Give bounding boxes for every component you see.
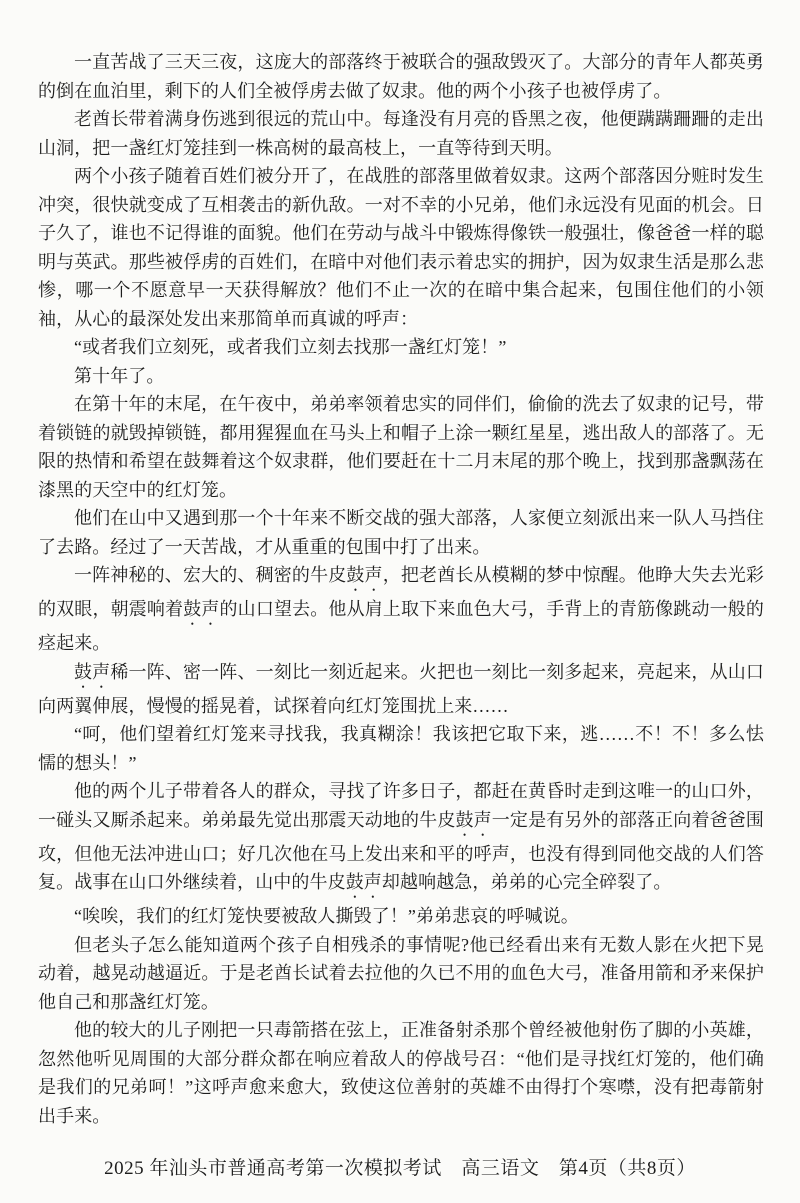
text-run: 却越响越急，弟弟的心完全碎裂了。 xyxy=(381,872,672,892)
text-run: 第十年了。 xyxy=(74,365,165,386)
page-footer: 2025 年汕头市普通高考第一次模拟考试 高三语文 第4页（共8页） xyxy=(104,1158,696,1179)
text-run: 一定是有另外的部落正向着爸爸围攻，但他无法冲进山口；好几次他在马上发出来和平的呼声，也没有得到同他交战的人们答复。战事在山口外继续着，山中的牛皮 xyxy=(38,809,764,892)
text-run: “或者我们立刻死，或者我们立刻去找那一盏红灯笼！” xyxy=(74,337,507,357)
paragraph xyxy=(38,1016,764,1130)
emphasized-text: 鼓声 xyxy=(345,872,382,892)
paragraph xyxy=(38,162,764,333)
text-run: 两个小孩子随着百姓们被分开了，在战胜的部落里做着奴隶。这两个部落因分赃时发生冲突，很快就变成了互相袭击的新仇敌。一对不幸的小兄弟，他们永远没有见面的机会。日子久了，谁也不记得谁的面貌。他们在劳动与战斗中锻炼得像铁一般强壮，像爸爸一样的聪明与英武。那些被俘虏的百姓们，在暗中对他们表示着忠实的拥护，因为奴隶生活是那么悲惨，哪一个不愿意早一天获得解放？他们不止一次的在暗中集合起来，包围住他们的小领袖，从心的最深处发出来那简单而真诚的呼声： xyxy=(38,166,764,329)
text-run: 但老头子怎么能知道两个孩子自相残杀的事情呢?他已经看出来有无数人影在火把下晃动着，越晃动越逼近。于是老酋长试着去拉他的久已不用的血色大弓，准备用箭和矛来保护他自己和那盏红灯笼。 xyxy=(38,934,764,1012)
paragraph xyxy=(38,48,764,105)
text-run: 一直苦战了三天三夜，这庞大的部落终于被联合的强敌毁灭了。大部分的青年人都英勇的倒在血泊里，剩下的人们全被俘虏去做了奴隶。他的两个小孩子也被俘虏了。 xyxy=(38,52,764,101)
text-run: 他们在山中又遇到那一个十年来不断交战的强大部落，人家便立刻派出来一队人马挡住了去路。经过了一天苦战，才从重重的包围中打了出来。 xyxy=(38,508,764,557)
text-run: 他的较大的儿子刚把一只毒箭搭在弦上，正准备射杀那个曾经被他射伤了脚的小英雄，忽然他听见周围的大部分群众都在响应着敌人的停战号召：“他们是寻找红灯笼的，他们确是我们的兄弟呵！”这呼声愈来愈大，致使这位善射的英雄不由得打个寒噤，没有把毒箭射出手来。 xyxy=(38,1020,764,1126)
emphasized-text: 鼓声 xyxy=(346,565,383,585)
paragraph xyxy=(38,777,764,902)
text-run: 在第十年的末尾，在午夜中，弟弟率领着忠实的同伴们，偷偷的洗去了奴隶的记号，带着锁链的就毁掉锁链，都用猩猩血在马头上和帽子上涂一颗红星星，逃出敌人的部落了。无限的热情和希望在鼓舞着这个奴隶群，他们要赶在十二月末尾的那个晚上，找到那盏飘荡在漆黑的天空中的红灯笼。 xyxy=(38,394,764,500)
paragraph xyxy=(38,561,764,658)
text-run: 的山口望去。他从肩上取下来血色大弓，手背上的青筋像跳动一般的痉起来。 xyxy=(38,599,765,653)
paragraph xyxy=(38,931,764,1017)
paragraph xyxy=(38,658,764,721)
paragraph xyxy=(38,902,764,931)
text-run: 稀一阵、密一阵、一刻比一刻近起来。火把也一刻比一刻多起来，亮起来，从山口向两翼伸展，慢慢的摇晃着，试探着向红灯笼围扰上来…… xyxy=(38,661,764,716)
paragraph xyxy=(38,362,764,391)
text-run: “唉唉，我们的红灯笼快要被敌人撕毁了！”弟弟悲哀的呼喊说。 xyxy=(74,906,579,926)
emphasized-text: 鼓声 xyxy=(183,599,220,619)
emphasized-text: 鼓声 xyxy=(74,661,111,682)
paragraph xyxy=(38,390,764,504)
paragraph xyxy=(38,333,764,362)
emphasized-text: 鼓声 xyxy=(455,809,492,830)
text-run: “呵，他们望着红灯笼来寻找我，我真糊涂！我该把它取下来，逃……不！不！多么怯懦的想头！” xyxy=(38,724,764,773)
paragraph xyxy=(38,105,764,162)
text-run: 他的两个儿子带着各人的群众，寻找了许多日子，都赶在黄昏时走到这唯一的山口外，一碰头又厮杀起来。弟弟最先觉出那震天动地的牛皮 xyxy=(38,781,764,830)
text-run: 老酋长带着满身伤逃到很远的荒山中。每逢没有月亮的昏黑之夜，他便蹒蹒跚跚的走出山洞，把一盏红灯笼挂到一株高树的最高枝上，一直等待到天明。 xyxy=(38,109,764,158)
text-run: 一阵神秘的、宏大的、稠密的牛皮 xyxy=(74,565,347,585)
paragraph xyxy=(38,504,764,561)
text-run: ，把老酋长从模糊的梦中惊醒。他睁大失去光彩的双眼，朝震响着 xyxy=(38,565,764,619)
paragraph xyxy=(38,720,764,777)
